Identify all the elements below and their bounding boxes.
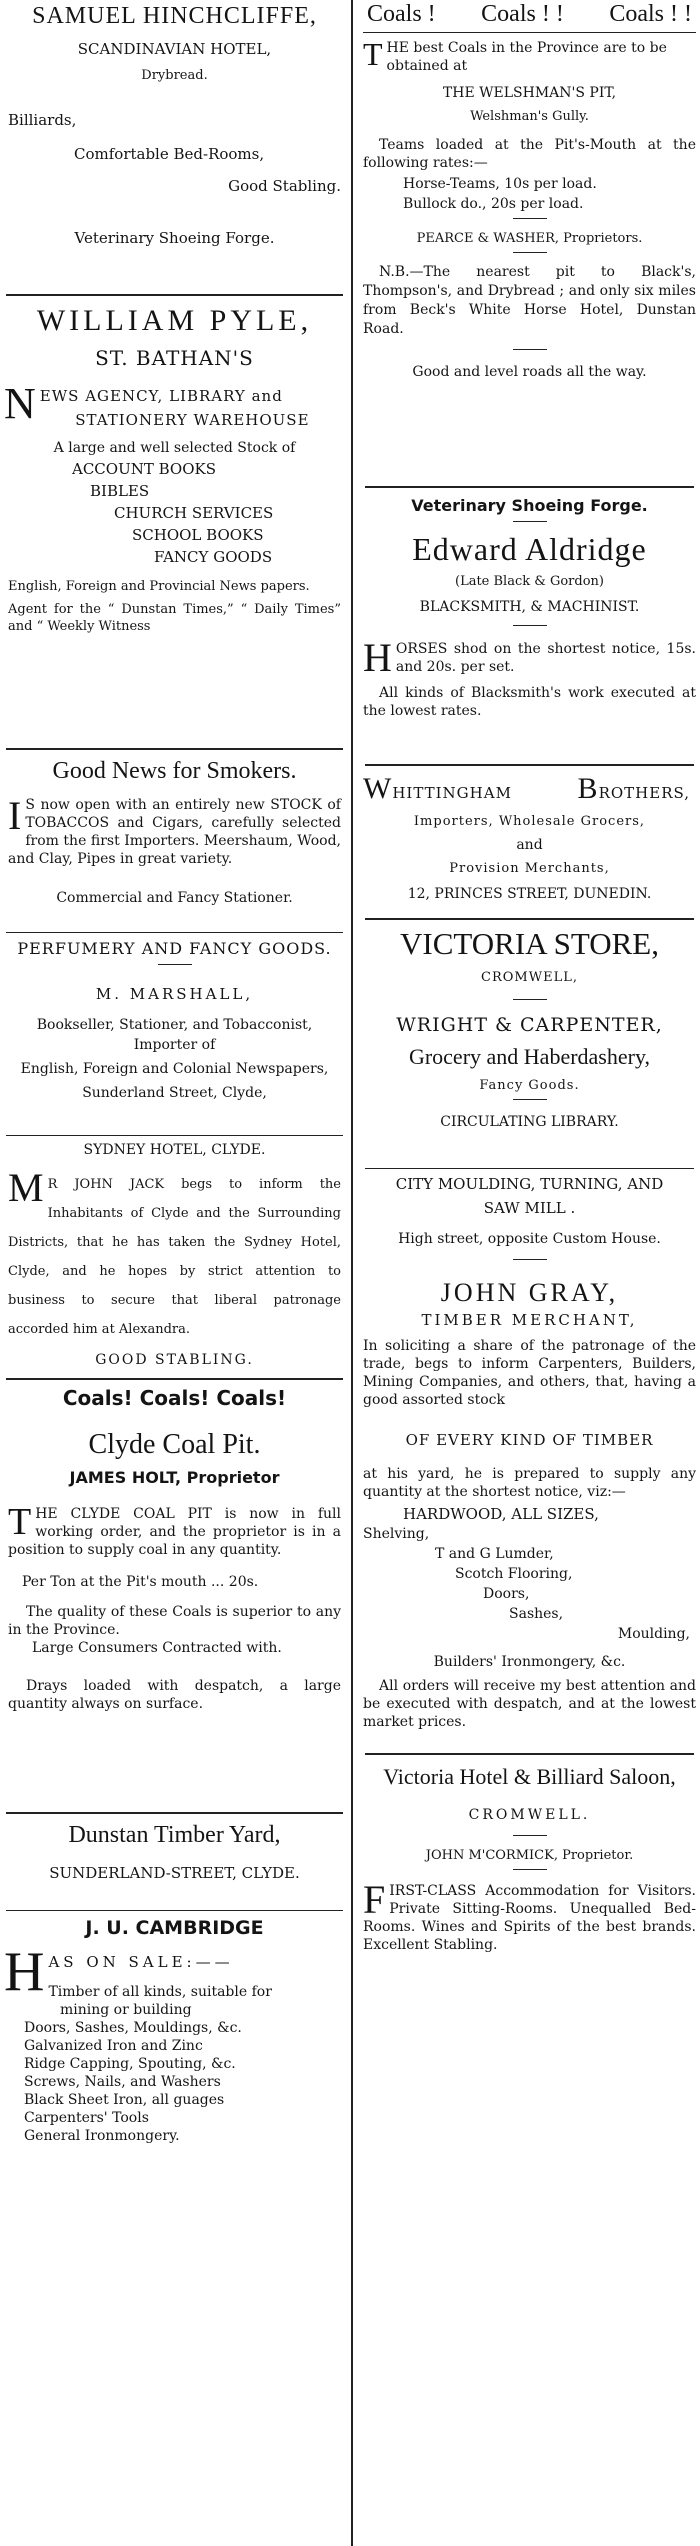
advertiser-name: M. MARSHALL, [95,985,254,1003]
divider-rule [365,918,694,920]
stock-item: FANCY GOODS [154,548,273,566]
trade-line: TIMBER MERCHANT, [421,1311,638,1329]
timber-item: HARDWOOD, ALL SIZES, [403,1505,599,1523]
drop-cap: N [4,379,36,428]
nb-line: N.B.—The nearest pit to Black's, Thompson's, and Drybread ; and only six miles from Beck's White Horse Hotel, Dunstan Road. [363,264,696,337]
ad-hinchcliffe [4,0,345,288]
drop-cap: T [8,1501,32,1543]
stationer-line: Commercial and Fancy Stationer. [56,890,293,906]
ad-victoria-store [363,926,696,1162]
address-line: Sunderland Street, Clyde, [82,1085,267,1101]
forge-line: Veterinary Shoeing Forge. [411,496,648,515]
agency-line [4,379,345,432]
drop-cap: B [577,772,599,805]
ad-cambridge [4,1917,345,2144]
drop-cap: H [363,635,392,680]
firm-word-text: ROTHERS, [598,784,690,802]
sale-text: AS ON SALE:—— [48,1953,234,1971]
smokers-text: S now open with an entirely new STOCK of TOBACCOS and Cigars, carefully selected from the first Importers. Meershaum, Wood, and Clay, Pipes in great variety. [8,797,341,867]
horses-body [363,635,696,680]
stock-item: Screws, Nails, and Washers [24,2074,221,2090]
short-rule [513,1259,547,1260]
newspapers-line: English, Foreign and Colonial Newspapers, [20,1061,329,1077]
stock-item: SCHOOL BOOKS [132,526,264,544]
divider-rule [363,32,696,33]
and-line: and [516,837,543,853]
short-rule [513,349,547,350]
divider-rule [365,486,694,488]
late-line: (Late Black & Gordon) [455,574,604,589]
ad-city-moulding [363,1175,696,1273]
price-line: Per Ton at the Pit's mouth ... 20s. [22,1574,259,1590]
importer-line: Importer of [133,1037,216,1053]
timber-item: Doors, [483,1586,530,1602]
stock-item: Black Sheet Iron, all guages [24,2092,225,2108]
drop-cap: M [8,1165,44,1210]
short-rule [513,1869,547,1870]
ad-victoria-hotel [363,1763,696,1963]
short-rule [513,1835,547,1836]
clyde-coal-text: HE CLYDE COAL PIT is now in full working order, and the proprietor is in a position to supply coal in any quantity. [8,1506,341,1558]
ad-aldridge [363,496,696,758]
advertiser-name: SAMUEL HINCHCLIFFE, [32,3,317,29]
stock-item: BIBLES [90,482,150,500]
clyde-coal-body [4,1501,345,1559]
stabling-line: Good Stabling. [228,177,341,195]
hotel-name: SCANDINAVIAN HOTEL, [77,40,272,58]
roads-line: Good and level roads all the way. [412,364,647,380]
quality-line: The quality of these Coals is superior to any in the Province. [8,1604,341,1638]
agent-line: Agent for the “ Dunstan Times,” “ Daily Times” and “ Weekly Witness [8,602,341,634]
hotel-text: IRST-CLASS Accommodation for Visitors. Private Sitting-Rooms. Unequalled Bed-Rooms. Wines and Spirits of the best brands. Excellent Stabling. [363,1883,696,1953]
drop-cap: I [8,793,22,838]
place-name: CROMWELL. [468,1807,591,1823]
short-rule [513,521,547,522]
divider-rule [6,294,343,296]
advertiser-name: JOHN GRAY, [440,1278,619,1307]
short-rule [513,625,547,626]
billiards-line: Billiards, [8,111,77,129]
place-name: Drybread. [141,68,208,83]
stock-list [4,458,345,568]
ad-john-gray [363,1277,696,1747]
stock-item: Doors, Sashes, Mouldings, &c. [24,2020,242,2036]
every-line: OF EVERY KIND OF TIMBER [405,1431,654,1449]
place-name: ST. BATHAN'S [95,346,254,370]
pit-name: THE WELSHMAN'S PIT, [442,85,617,101]
gully-line: Welshman's Gully. [470,109,589,124]
gray-body: In soliciting a share of the patronage of the trade, begs to inform Carpenters, Builders, Mining Companies, and others, that, having a good assorted stock [363,1338,696,1408]
short-rule [158,964,192,965]
ad-sydney-hotel [4,1142,345,1372]
ad-title: Good News for Smokers. [52,758,297,784]
advertiser-name: J. U. CAMBRIDGE [85,1917,264,1939]
fancy-line: Fancy Goods. [479,1078,580,1093]
firm-word [363,772,512,806]
hotel-body [363,1877,696,1954]
merchants-line: Provision Merchants, [449,861,610,876]
stock-item: CHURCH SERVICES [114,504,274,522]
trade-line: Bookseller, Stationer, and Tobacconist, [36,1017,313,1033]
divider-rule [365,764,694,766]
street-line: SUNDERLAND-STREET, CLYDE. [49,1864,300,1882]
contracted-line: Large Consumers Contracted with. [32,1640,282,1656]
sydney-body [4,1165,345,1344]
ad-title: Dunstan Timber Yard, [68,1822,281,1848]
stock-item: Galvanized Iron and Zinc [24,2038,203,2054]
ad-title: SYDNEY HOTEL, CLYDE. [83,1142,266,1158]
papers-line: English, Foreign and Provincial News papers. [8,579,310,594]
stock-intro: A large and well selected Stock of [53,440,296,456]
timber-item: Scotch Flooring, [455,1566,573,1582]
ad-pyle [4,302,345,742]
ad-title: VICTORIA STORE, [400,926,659,961]
drop-cap: T [363,36,383,72]
divider-rule [6,932,343,933]
teams-line: Teams loaded at the Pit's-Mouth at the following rates:— [363,137,696,171]
intro-text: HE best Coals in the Province are to be obtained at [386,40,667,74]
ironmongery-line: Builders' Ironmongery, &c. [433,1654,626,1670]
forge-line: Veterinary Shoeing Forge. [74,229,275,247]
firm-word-text: HITTINGHAM [392,784,512,802]
smokers-body [4,793,345,868]
orders-line: All orders will receive my best attention and be executed with despatch, and at the lowest market prices. [363,1678,696,1730]
ad-title-2: SAW MILL . [483,1199,576,1217]
ad-marshall [4,939,345,1129]
proprietor-line: JOHN M'CORMICK, Proprietor. [425,1848,634,1863]
horses-text: ORSES shod on the shortest notice, 15s. and 20s. per set. [395,641,696,675]
divider-rule [6,1378,343,1380]
address-line: 12, PRINCES STREET, DUNEDIN. [407,886,652,902]
welshman-intro [363,36,696,75]
ad-smokers [4,756,345,926]
drop-cap: W [363,772,393,805]
stock-item: Timber of all kinds, suitable for [48,1984,272,2000]
banner-word: Coals ! ! [609,1,692,27]
rooms-line: Comfortable Bed-Rooms, [74,145,265,163]
ad-title: Victoria Hotel & Billiard Saloon, [383,1764,676,1789]
drays-line: Drays loaded with despatch, a large quantity always on surface. [8,1678,341,1712]
stabling-line: GOOD STABLING. [95,1352,254,1368]
timber-item: Sashes, [509,1606,564,1622]
banner-word: Coals ! ! [481,1,564,27]
ad-whittingham [363,772,696,912]
coals-banner: Coals! Coals! Coals! [62,1386,287,1410]
firm-word [578,772,696,806]
stock-list [4,1983,345,2145]
stock-item: mining or building [60,2002,192,2018]
stock-item: Carpenters' Tools [24,2110,149,2126]
bullock-rate: Bullock do., 20s per load. [403,196,584,212]
perfumery-line: PERFUMERY AND FANCY GOODS. [17,939,332,958]
short-rule [513,1099,547,1100]
divider-rule [365,1168,694,1169]
drop-cap: F [363,1877,386,1922]
timber-item: Moulding, [617,1626,690,1642]
ad-dunstan-timber [4,1820,345,1904]
proprietor-line: JAMES HOLT, Proprietor [69,1468,280,1487]
right-column [353,0,700,2546]
firm-name [363,772,696,806]
place-name: CROMWELL, [481,970,578,985]
ad-clyde-coal [4,1386,345,1806]
short-rule [513,999,547,1000]
advertiser-name: Edward Aldridge [412,531,647,567]
advertiser-name: WILLIAM PYLE, [36,304,313,337]
horse-rate: Horse-Teams, 10s per load. [403,176,597,192]
agency-text: EWS AGENCY, LIBRARY and [39,387,283,405]
ad-title: Clyde Coal Pit. [88,1429,261,1460]
timber-item: T and G Lumder, [435,1546,554,1562]
ad-title: CITY MOULDING, TURNING, AND [395,1175,664,1193]
stock-item: General Ironmongery. [24,2128,180,2144]
divider-rule [365,1753,694,1755]
proprietors-line: PEARCE & WASHER, Proprietors. [416,231,643,246]
stock-item: ACCOUNT BOOKS [72,460,217,478]
short-rule [513,218,547,219]
trade-line: BLACKSMITH, & MACHINIST. [419,599,640,615]
divider-rule [6,748,343,750]
grocery-line: Grocery and Haberdashery, [408,1044,651,1069]
divider-rule [6,1910,343,1911]
divider-rule [6,1135,343,1136]
drop-cap: H [4,1941,45,2003]
importers-line: Importers, Wholesale Grocers, [413,814,646,829]
firm-name: WRIGHT & CARPENTER, [396,1014,663,1036]
banner-word: Coals ! [367,1,436,27]
library-line: CIRCULATING LIBRARY. [440,1114,619,1130]
work-line: All kinds of Blacksmith's work executed at the lowest rates. [363,685,696,719]
address-line: High street, opposite Custom House. [398,1231,661,1247]
warehouse-text: STATIONERY WAREHOUSE [75,411,310,429]
sydney-text: R JOHN JACK begs to inform the Inhabitants of Clyde and the Surrounding Districts, that he has taken the Sydney Hotel, Clyde, and he hopes by strict attention to business to secure that liberal patronage accorded him at Alexandra. [8,1177,341,1337]
divider-rule [6,1812,343,1814]
coals-banner [363,0,696,28]
stock-item: Ridge Capping, Spouting, &c. [24,2056,236,2072]
timber-item: Shelving, [363,1526,430,1542]
ad-welshman [363,0,696,480]
short-rule [513,252,547,253]
yard-line: at his yard, he is prepared to supply any quantity at the shortest notice, viz:— [363,1466,696,1500]
